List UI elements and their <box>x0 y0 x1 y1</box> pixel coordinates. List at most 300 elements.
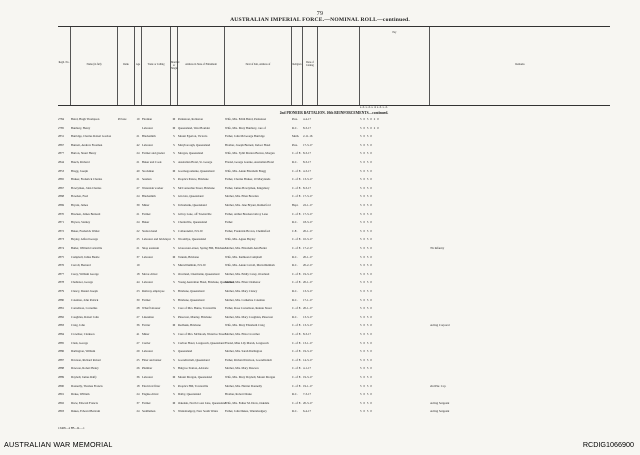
row-pay: 5 0 5 0 <box>360 400 373 405</box>
row-age: 27 <box>136 314 140 319</box>
row-address: Overland, Chermside, Queensland <box>178 271 220 276</box>
row-pay: 5 0 5 0 <box>360 220 373 225</box>
row-next-of-kin: Wife, Mrs. Mary Elizabeth Craig <box>225 323 265 328</box>
archive-footer-right: RCDIG1066900 <box>582 440 634 449</box>
row-next-of-kin: Wife, Mrs. Mary Bunbury, care of <box>225 125 267 130</box>
row-name: Dawson, Robert Henry <box>71 366 99 371</box>
row-next-of-kin: Father <box>225 220 233 225</box>
row-date: 10-3-17 <box>303 237 313 242</box>
row-name: Donnelly, Thomas Francis <box>71 383 103 388</box>
row-remarks: Acting Corporal <box>430 323 450 328</box>
pay-units-row <box>58 104 610 110</box>
row-religion: C. of E. <box>292 168 302 173</box>
row-trade: Motor-driver <box>142 271 158 276</box>
row-religion: R.C. <box>292 314 298 319</box>
row-trade: Railway employee <box>142 289 165 293</box>
row-next-of-kin: Father, Frederick Brown, Chelmsford <box>225 228 271 233</box>
row-married: S <box>173 271 175 276</box>
row-religion: C. of E. <box>292 151 302 156</box>
row-religion: Meth. <box>292 134 300 139</box>
row-trade: Baker and Cook <box>142 160 162 164</box>
row-trade: Fireman <box>142 117 152 121</box>
row-religion: C. of E. <box>292 211 302 216</box>
row-next-of-kin: Mother, Mrs. Eliza Crowther <box>225 332 260 336</box>
row-date: 18-3-17 <box>303 220 313 225</box>
row-religion: C. of E. <box>292 357 302 362</box>
row-date: 8-3-17 <box>303 332 311 336</box>
row-trade: Labourer <box>142 280 153 285</box>
row-regtl-no: 2892 <box>58 400 64 405</box>
row-name: Dukes, Edward Bertram <box>71 409 101 414</box>
row-age: 30 <box>136 297 140 302</box>
row-age: 27 <box>136 185 140 190</box>
row-address: People's Hill, Townsville <box>178 383 209 388</box>
row-regtl-no: 2872 <box>58 228 64 233</box>
row-pay: 5 0 5 0 <box>360 375 373 379</box>
row-religion: C. of E. <box>292 332 302 336</box>
row-name: Carroll, Bernard <box>71 263 91 268</box>
row-address: Charleville, Queensland <box>178 220 207 225</box>
row-trade: Fitter and turner <box>142 357 162 362</box>
row-address: Brisbane, Queensland <box>178 297 205 302</box>
row-age: 24 <box>136 151 140 156</box>
row-married: S <box>173 280 175 285</box>
table-row <box>58 410 610 419</box>
table-row <box>58 290 610 299</box>
row-next-of-kin: Wife, Mrs. Sybil Marion Burton, Morgan <box>225 151 275 156</box>
table-row <box>58 221 610 230</box>
row-pay: 5 0 5 0 <box>360 194 373 199</box>
row-age: 18 <box>136 383 140 388</box>
row-trade: Farmer <box>142 211 151 216</box>
row-pay: 5 0 5 0 <box>360 134 373 139</box>
row-address: Dalby, Queensland <box>178 392 201 397</box>
row-name: Drew, Edward Francis <box>71 400 98 405</box>
pay-units: s. d. s. d. s. d. s. d. s. d. <box>360 105 388 109</box>
table-row <box>58 393 610 402</box>
printer-line: 13468—4 FB—R.—1 <box>58 426 85 430</box>
row-married: S <box>173 349 175 354</box>
row-next-of-kin: Mother, Mrs. Mary Coughlan, Pinecrest <box>225 314 273 319</box>
col-header-religion: Religion <box>292 63 302 66</box>
table-row <box>58 350 610 359</box>
row-name: Craig, John <box>71 323 85 328</box>
row-pay: 5 0 5 0 <box>360 177 373 182</box>
row-address: Mount Egerton, Victoria <box>178 134 208 139</box>
row-pay: 5 0 5 0 2 0 <box>360 117 380 121</box>
row-address: Care of Mrs. Burne, Townsville <box>178 306 217 311</box>
row-next-of-kin: Wife, Mrs. Mary Daybell, Mount Morgan <box>225 375 276 379</box>
row-next-of-kin: Mother, Mrs. Mary Clancy <box>225 289 258 293</box>
row-married: S <box>173 383 175 388</box>
row-regtl-no: 2883 <box>58 323 64 328</box>
row-pay: 5 0 5 0 <box>360 254 373 259</box>
row-date: 6-4-17 <box>303 409 311 414</box>
table-row <box>58 247 610 256</box>
row-next-of-kin: Mother, Mrs. Elizabeth Ann Butler <box>225 246 267 250</box>
row-religion: R.C. <box>292 392 298 397</box>
row-religion: C. of E. <box>292 400 302 405</box>
row-date: 22-1-17 <box>303 203 313 207</box>
table-row <box>58 281 610 290</box>
row-regtl-no: 2853 <box>58 168 64 173</box>
row-age: 19 <box>136 263 140 268</box>
row-next-of-kin: Mother, Mrs. Harriet Donnelly <box>225 383 262 388</box>
row-regtl-no: 2868 <box>58 194 64 199</box>
row-regtl-no: 2865 <box>58 177 64 182</box>
row-name: Challenor, George <box>71 280 93 285</box>
row-name: Burnett, Andrew Freeman <box>71 142 103 147</box>
row-regtl-no: 2889 <box>58 375 64 379</box>
row-trade: Blacksmith <box>142 194 156 199</box>
row-pay: 5 0 5 0 <box>360 228 373 233</box>
row-regtl-no: 2785 <box>58 125 64 130</box>
row-religion: C. of E. <box>292 366 302 371</box>
row-address: Oakdale, North Coast Line, Queensland <box>178 400 226 405</box>
row-trade: Stockman <box>142 168 154 173</box>
row-trade: Miner <box>142 203 150 207</box>
row-remarks: Acting Sergeant <box>430 400 450 405</box>
row-age: 21 <box>136 160 140 164</box>
row-pay: 5 0 5 0 <box>360 151 373 156</box>
row-address: Queensland <box>178 349 193 354</box>
row-married: S <box>173 357 175 362</box>
row-married: S <box>173 314 175 319</box>
row-next-of-kin: Father, John McGeorge Burridge <box>225 134 265 139</box>
row-date: 19-3-17 <box>303 271 313 276</box>
row-name: Coughlan, Robert John <box>71 314 99 319</box>
row-regtl-no: 2867 <box>58 142 64 147</box>
row-trade: Baker <box>142 220 150 225</box>
row-trade: Labourer <box>142 349 153 354</box>
row-regtl-no: 2844 <box>58 160 64 164</box>
row-age: 42 <box>136 142 140 147</box>
row-regtl-no: 2882 <box>58 314 64 319</box>
row-name: Cornelison, Cornelius <box>71 306 98 311</box>
row-religion: C. of E. <box>292 349 302 354</box>
row-pay: 5 0 5 0 <box>360 160 373 164</box>
row-regtl-no: 2891 <box>58 392 64 397</box>
row-age: 25 <box>136 237 140 242</box>
row-next-of-kin: Brother, Joseph Burnett, Indoor Hotel <box>225 142 271 147</box>
row-trade: Engine-driver <box>142 392 159 397</box>
section-heading: 2nd PIONEER BATTALION. 10th REINFORCEMENTS—continued. <box>279 111 389 115</box>
row-address: Morgan, Queensland <box>178 151 204 156</box>
row-remarks: 7th Infantry <box>430 246 445 250</box>
table-row <box>58 376 610 385</box>
page-title: AUSTRALIAN IMPERIAL FORCE.—NOMINAL ROLL—continued. <box>230 17 410 23</box>
row-age: 21 <box>136 246 140 250</box>
row-regtl-no: 2875 <box>58 254 64 259</box>
row-date: 17-2-17 <box>303 246 313 250</box>
row-address: Wantabadgery, New South Wales <box>178 409 218 414</box>
row-trade: Linesman <box>142 314 154 319</box>
row-name: Bowtyman, John Charles <box>71 185 102 190</box>
row-date: 20-3-17 <box>303 400 313 405</box>
table-row <box>58 152 610 161</box>
row-address: Mount Morgan, Queensland <box>178 375 212 379</box>
row-name: Drake, William <box>71 392 90 397</box>
row-age: 21 <box>136 211 140 216</box>
row-religion: C. of E. <box>292 306 302 311</box>
row-married: S <box>173 211 175 216</box>
row-religion: C. of E. <box>292 375 302 379</box>
row-married: S <box>173 409 175 414</box>
row-name: Carey, William George <box>71 271 99 276</box>
table-row <box>58 161 610 170</box>
row-date: 8-3-17 <box>303 160 311 164</box>
row-regtl-no: 2871 <box>58 220 64 225</box>
row-age: 19 <box>136 117 140 121</box>
row-trade: Farmer <box>142 297 151 302</box>
row-next-of-kin: Father, James Bowtyman, Kingsbury <box>225 185 270 190</box>
col-header-age: Age <box>135 63 141 66</box>
row-next-of-kin: Father, Charles Bruker, 10 Marylands <box>225 177 271 182</box>
row-next-of-kin: Father, John Dukes, Wantabadgery <box>225 409 267 414</box>
row-date: 14-3-17 <box>303 357 313 362</box>
row-married: S <box>173 151 175 156</box>
table-row <box>58 264 610 273</box>
row-age: 22 <box>136 228 140 233</box>
col-header-next-of-kin: Next of Kin, Address of <box>245 63 271 66</box>
row-age: 18 <box>136 271 140 276</box>
row-religion: R.C. <box>292 409 298 414</box>
row-married: M <box>172 125 176 130</box>
row-next-of-kin: Wife, Mrs. Edith Baird, Parkstreet <box>225 117 267 121</box>
row-date: 19-3-17 <box>303 375 313 379</box>
row-married: S <box>173 297 175 302</box>
row-pay: 5 0 5 0 <box>360 392 373 397</box>
row-age: 41 <box>136 332 140 336</box>
row-remarks: 2nd Pnr. Coy. <box>430 383 447 388</box>
row-age: 29 <box>136 349 140 354</box>
row-religion: Pres. <box>292 142 298 147</box>
row-regtl-no: 2890 <box>58 383 64 388</box>
row-address: Tannah, Brisbane <box>178 254 199 259</box>
row-address: Goomagoomanie, Queensland <box>178 168 215 173</box>
row-pay: 5 0 5 0 <box>360 203 373 207</box>
table-row <box>58 204 610 213</box>
row-name: Bragg, Joseph <box>71 168 88 173</box>
row-address: Goondiwindi, Queensland <box>178 357 210 362</box>
row-married: M <box>172 117 176 121</box>
row-age: 24 <box>136 220 140 225</box>
row-married: S <box>173 366 175 371</box>
row-trade: Farrier <box>142 323 151 328</box>
row-name: Burridge, Charles Robert Gordon <box>71 134 112 139</box>
table-row <box>58 333 610 342</box>
col-header-pay: Pay <box>392 31 397 34</box>
row-married: S <box>173 134 175 139</box>
row-religion: C. of E. <box>292 280 302 285</box>
row-married: S <box>173 160 175 164</box>
row-trade: Farmer and grazier <box>142 151 165 156</box>
row-name: Bayley, Alfred George <box>71 237 98 242</box>
row-date: 13-1-17 <box>303 340 313 345</box>
row-trade: Plumber <box>142 366 153 371</box>
row-pay: 5 0 5 0 <box>360 349 373 354</box>
row-name: Baird, Hugh Thompson <box>71 117 100 121</box>
col-header-name: Name (in full) <box>86 63 102 66</box>
row-pay: 5 0 5 0 <box>360 237 373 242</box>
row-pay: 5 0 5 0 <box>360 297 373 302</box>
row-age: 39 <box>136 203 140 207</box>
col-header-married: Married or Single <box>171 61 180 70</box>
row-regtl-no: 2870 <box>58 211 64 216</box>
row-regtl-no: 2879 <box>58 289 64 293</box>
row-regtl-no: 2888 <box>58 366 64 371</box>
row-age: 27 <box>136 340 140 345</box>
row-address: Gloucester-street, Spring Hill, Brisbane <box>178 246 226 250</box>
row-next-of-kin: Mother, Mrs. Catherine Coleman <box>225 297 265 302</box>
row-name: Bruker, Frederick Charles <box>71 177 103 182</box>
row-name: Campbell, Julius Basile <box>71 254 100 259</box>
row-trade: Labourer and bricklayer <box>142 237 171 242</box>
row-address: Pinecrest, Manley, Brisbane <box>178 314 212 319</box>
row-trade: Saddleman <box>142 409 156 414</box>
row-regtl-no: 2887 <box>58 357 64 362</box>
row-date: 13-3-17 <box>303 314 313 319</box>
row-age: 25 <box>136 357 140 362</box>
row-name: Bunbury, Henry <box>71 125 91 130</box>
row-address: Bulgroo Station, Adavale <box>178 366 209 371</box>
row-date: 7-3-17 <box>303 392 311 397</box>
row-pay: 5 0 5 0 <box>360 314 373 319</box>
row-pay: 5 0 5 0 <box>360 289 373 293</box>
row-date: 20-1-17 <box>303 254 313 259</box>
row-pay: 5 0 5 0 <box>360 142 373 147</box>
row-regtl-no: 2877 <box>58 271 64 276</box>
row-date: 20-1-17 <box>303 228 313 233</box>
row-address: McConnachie Street, Brisbane <box>178 185 215 190</box>
row-married: M <box>172 254 176 259</box>
row-date: 13-3-17 <box>303 289 313 293</box>
row-trade: Shop assistant <box>142 246 160 250</box>
row-address: Collarenebri, N.S.W. <box>178 228 204 233</box>
row-religion: R.C. <box>292 289 298 293</box>
row-age: 24 <box>136 194 140 199</box>
page-number: 79 <box>316 11 324 17</box>
table-row <box>58 238 610 247</box>
row-address: Maryborough, Queensland <box>178 142 211 147</box>
row-pay: 5 0 5 0 <box>360 271 373 276</box>
row-trade: Miner <box>142 332 150 336</box>
row-regtl-no: 2884 <box>58 332 64 336</box>
row-married: S <box>173 185 175 190</box>
row-regtl-no: 2876 <box>58 263 64 268</box>
row-name: Darlington, William <box>71 349 96 354</box>
row-pay: 5 0 5 0 <box>360 340 373 345</box>
row-trade: Labourer <box>142 142 153 147</box>
table-row <box>58 307 610 316</box>
table-row <box>58 178 610 187</box>
row-next-of-kin: Wife, Mrs. Agnes Bayley <box>225 237 256 242</box>
row-address: Redbank, Brisbane <box>178 323 201 328</box>
row-married: S <box>173 203 175 207</box>
row-next-of-kin: Father, Richard Davison, Goondiwindi <box>225 357 272 362</box>
row-address: Murwillumbah, N.S.W. <box>178 263 207 268</box>
row-married: S <box>173 177 175 182</box>
row-age: 26 <box>136 366 140 371</box>
row-married: M <box>172 375 176 379</box>
row-trade: Blacksmith <box>142 134 156 139</box>
row-date: 17-3-17 <box>303 194 313 199</box>
row-age: 40 <box>136 168 140 173</box>
row-next-of-kin: Friend, Miss Lily Marsh, Longreach <box>225 340 269 345</box>
table-row <box>58 367 610 376</box>
row-date: 17-3-17 <box>303 142 313 147</box>
row-date: 4-3-17 <box>303 168 311 173</box>
row-next-of-kin: Friend, George Gonnie, Australian Hotel <box>225 160 274 164</box>
table-row <box>58 324 610 333</box>
row-married: S <box>173 228 175 233</box>
row-next-of-kin: Mother, Mrs. Emily Carey, Overland <box>225 271 270 276</box>
row-trade: Station hand <box>142 228 158 233</box>
row-name: Clark, George <box>71 340 88 345</box>
row-name: Bryant, James <box>71 203 88 207</box>
row-trade: Electrical fitter <box>142 383 161 388</box>
row-trade: Labourer <box>142 254 153 259</box>
row-religion: C. of E. <box>292 323 302 328</box>
row-regtl-no: 2878 <box>58 280 64 285</box>
row-next-of-kin: Mother, Mrs. Mary Dawson <box>225 366 259 371</box>
row-pay: 5 0 5 0 <box>360 383 373 388</box>
row-religion: R.C. <box>292 220 298 225</box>
row-address: Brisbane, Queensland <box>178 289 205 293</box>
row-name: Crowther, Clarkson <box>71 332 95 336</box>
row-name: Clancy, Daniel Joseph <box>71 289 98 293</box>
table-row <box>58 135 610 144</box>
row-married: M <box>172 323 176 328</box>
row-religion: Bapt. <box>292 203 299 207</box>
row-date: 19-3-17 <box>303 349 313 354</box>
row-married: M <box>172 168 176 173</box>
row-next-of-kin: Wife, Mrs. Annie Elizabeth Bragg <box>225 168 267 173</box>
row-regtl-no: 2885 <box>58 340 64 345</box>
col-header-regtl-no: Regtl. No. <box>58 61 70 64</box>
row-age: 24 <box>136 409 140 414</box>
col-header-trade: Trade or Calling <box>147 63 165 66</box>
row-married: M <box>172 400 176 405</box>
row-religion: C. of E. <box>292 177 302 182</box>
row-age: 37 <box>136 254 140 259</box>
row-married: S <box>173 142 175 147</box>
row-married: S <box>173 306 175 311</box>
row-date: 13-3-17 <box>303 323 313 328</box>
row-trade: Labourer <box>142 375 153 379</box>
row-next-of-kin: Mother, Mrs. Ellen Challenor <box>225 280 261 285</box>
row-date: 8-3-17 <box>303 151 311 156</box>
row-rank: Private <box>118 117 127 121</box>
row-regtl-no: 2784 <box>58 117 64 121</box>
row-trade: Labourer <box>142 125 153 130</box>
row-age: 24 <box>136 392 140 397</box>
row-date: 8-3-17 <box>303 185 311 190</box>
row-date: 2-11-16 <box>303 134 313 139</box>
row-next-of-kin: Wife, Mrs. Esther M. Drew, Oakdale <box>225 400 270 405</box>
row-next-of-kin: Father, Arthur Bracken Gilroy Lane <box>225 211 268 216</box>
row-pay: 5 0 5 0 <box>360 306 373 311</box>
row-name: Bracken, James Bernard <box>71 211 101 216</box>
row-pay: 5 0 5 0 <box>360 185 373 190</box>
table-row <box>58 118 610 127</box>
row-age: 23 <box>136 289 140 293</box>
row-married: S <box>173 392 175 397</box>
row-next-of-kin: Wife, Mrs. Annie Carroll, Murwillumbah <box>225 263 275 268</box>
row-married: S <box>173 237 175 242</box>
row-name: Baker, Frederick Walter <box>71 228 100 233</box>
row-religion: C. of E. <box>292 194 302 199</box>
